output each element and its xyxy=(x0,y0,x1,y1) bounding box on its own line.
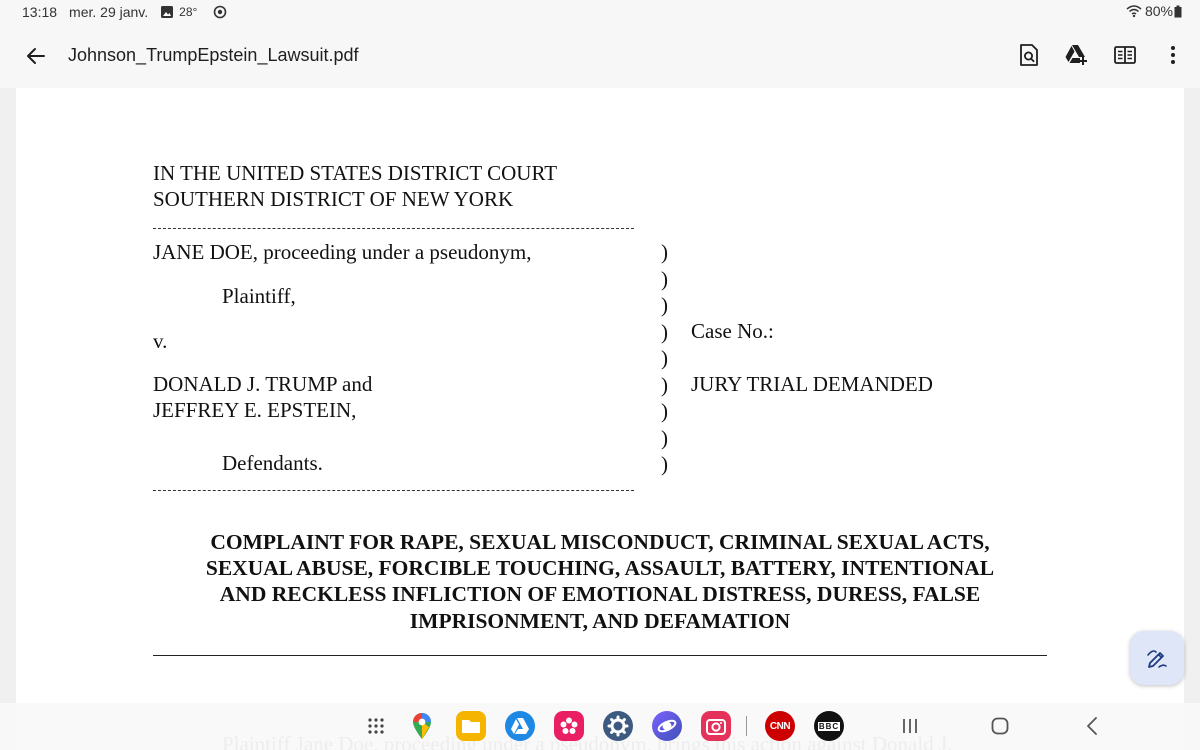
caption-paren: ) xyxy=(661,452,668,476)
nav-back-button[interactable] xyxy=(1078,712,1106,740)
wifi-icon xyxy=(1126,4,1142,18)
caption-paren: ) xyxy=(661,372,668,397)
back-arrow-icon xyxy=(24,44,48,68)
heading-underline xyxy=(153,655,1047,656)
taskbar-dock xyxy=(363,709,863,743)
caption-paren: ) xyxy=(661,266,668,291)
plaintiff-label: Plaintiff, xyxy=(222,284,296,308)
battery-percent: 80% xyxy=(1144,3,1173,19)
document-content xyxy=(16,88,1184,750)
caption-paren: ) xyxy=(661,293,668,317)
home-button[interactable] xyxy=(986,712,1014,740)
status-date: mer. 29 janv. xyxy=(69,4,149,20)
drive-app[interactable] xyxy=(505,711,535,741)
more-options-button[interactable] xyxy=(1160,42,1186,68)
edit-fab-button[interactable] xyxy=(1130,631,1184,685)
court-name-line1: IN THE UNITED STATES DISTRICT COURT xyxy=(153,161,558,185)
recent-apps-icon xyxy=(901,718,919,734)
gallery-icon xyxy=(160,5,174,19)
internet-icon xyxy=(656,715,678,737)
bbc-app[interactable] xyxy=(814,711,844,741)
files-icon xyxy=(461,718,481,734)
reading-mode-button[interactable] xyxy=(1112,42,1138,68)
caption-paren: ) xyxy=(661,346,668,370)
plaintiff-name: JANE DOE, proceeding under a pseudonym, xyxy=(153,240,532,264)
caption-paren: ) xyxy=(661,240,668,264)
chevron-left-icon xyxy=(1086,717,1098,735)
status-bar xyxy=(0,0,1200,24)
versus-text: v. xyxy=(153,329,168,353)
heading-line: SEXUAL ABUSE, FORCIBLE TOUCHING, ASSAULT, BATTERY, INTENTIONAL xyxy=(205,556,995,581)
defendant-line1: DONALD J. TRUMP and xyxy=(153,372,373,396)
bbc-icon: BBC xyxy=(818,721,840,731)
drive-add-icon xyxy=(1064,44,1090,66)
caption-paren: ) xyxy=(661,319,668,344)
defendant-line2: JEFFREY E. EPSTEIN, xyxy=(153,398,357,422)
maps-icon xyxy=(411,712,433,740)
battery-icon xyxy=(1174,5,1182,18)
complaint-heading xyxy=(136,529,1064,634)
caption-bottom-divider xyxy=(153,490,634,491)
camera-app[interactable] xyxy=(701,711,731,741)
status-temperature: 28° xyxy=(179,5,198,19)
court-name-line2: SOUTHERN DISTRICT OF NEW YORK xyxy=(153,187,514,211)
drive-icon xyxy=(510,717,530,735)
heading-line: IMPRISONMENT, AND DEFAMATION xyxy=(409,608,791,633)
settings-icon xyxy=(607,715,629,737)
maps-app[interactable] xyxy=(407,711,437,741)
pdf-page[interactable] xyxy=(16,88,1184,750)
apps-grid-icon xyxy=(367,717,385,735)
search-document-icon xyxy=(1019,44,1039,66)
dock-separator xyxy=(746,716,747,736)
case-number-label: Case No.: xyxy=(691,319,774,343)
jury-trial-demand: JURY TRIAL DEMANDED xyxy=(691,372,933,396)
document-title: Johnson_TrumpEpstein_Lawsuit.pdf xyxy=(68,45,359,65)
files-app[interactable] xyxy=(456,711,486,741)
location-status-icon xyxy=(213,5,227,19)
more-vert-icon xyxy=(1170,45,1176,65)
home-icon xyxy=(991,717,1009,735)
status-left xyxy=(22,4,227,20)
app-bar xyxy=(0,24,1200,88)
recent-apps-button[interactable] xyxy=(896,712,924,740)
status-time: 13:18 xyxy=(22,4,58,20)
reading-mode-icon xyxy=(1114,46,1136,64)
back-button[interactable] xyxy=(24,44,48,68)
cnn-app[interactable] xyxy=(765,711,795,741)
defendants-label: Defendants. xyxy=(222,451,323,475)
heading-line: AND RECKLESS INFLICTION OF EMOTIONAL DISTRESS, DURESS, FALSE xyxy=(219,582,981,607)
add-to-drive-button[interactable] xyxy=(1064,42,1090,68)
apps-grid-button[interactable] xyxy=(365,715,387,737)
caption-paren: ) xyxy=(661,399,668,423)
heading-line: COMPLAINT FOR RAPE, SEXUAL MISCONDUCT, CRIMINAL SEXUAL ACTS, xyxy=(210,530,990,554)
app-bar-actions xyxy=(994,42,1186,68)
pen-edit-icon xyxy=(1145,646,1169,670)
status-right xyxy=(1126,3,1182,19)
settings-app[interactable] xyxy=(603,711,633,741)
cnn-icon: CNN xyxy=(769,720,791,732)
internet-app[interactable] xyxy=(652,711,682,741)
caption-top-divider xyxy=(153,228,634,229)
camera-icon xyxy=(706,717,726,735)
search-document-button[interactable] xyxy=(1016,42,1042,68)
flower-app[interactable] xyxy=(554,711,584,741)
caption-paren: ) xyxy=(661,425,668,450)
flower-app-icon xyxy=(559,716,579,736)
